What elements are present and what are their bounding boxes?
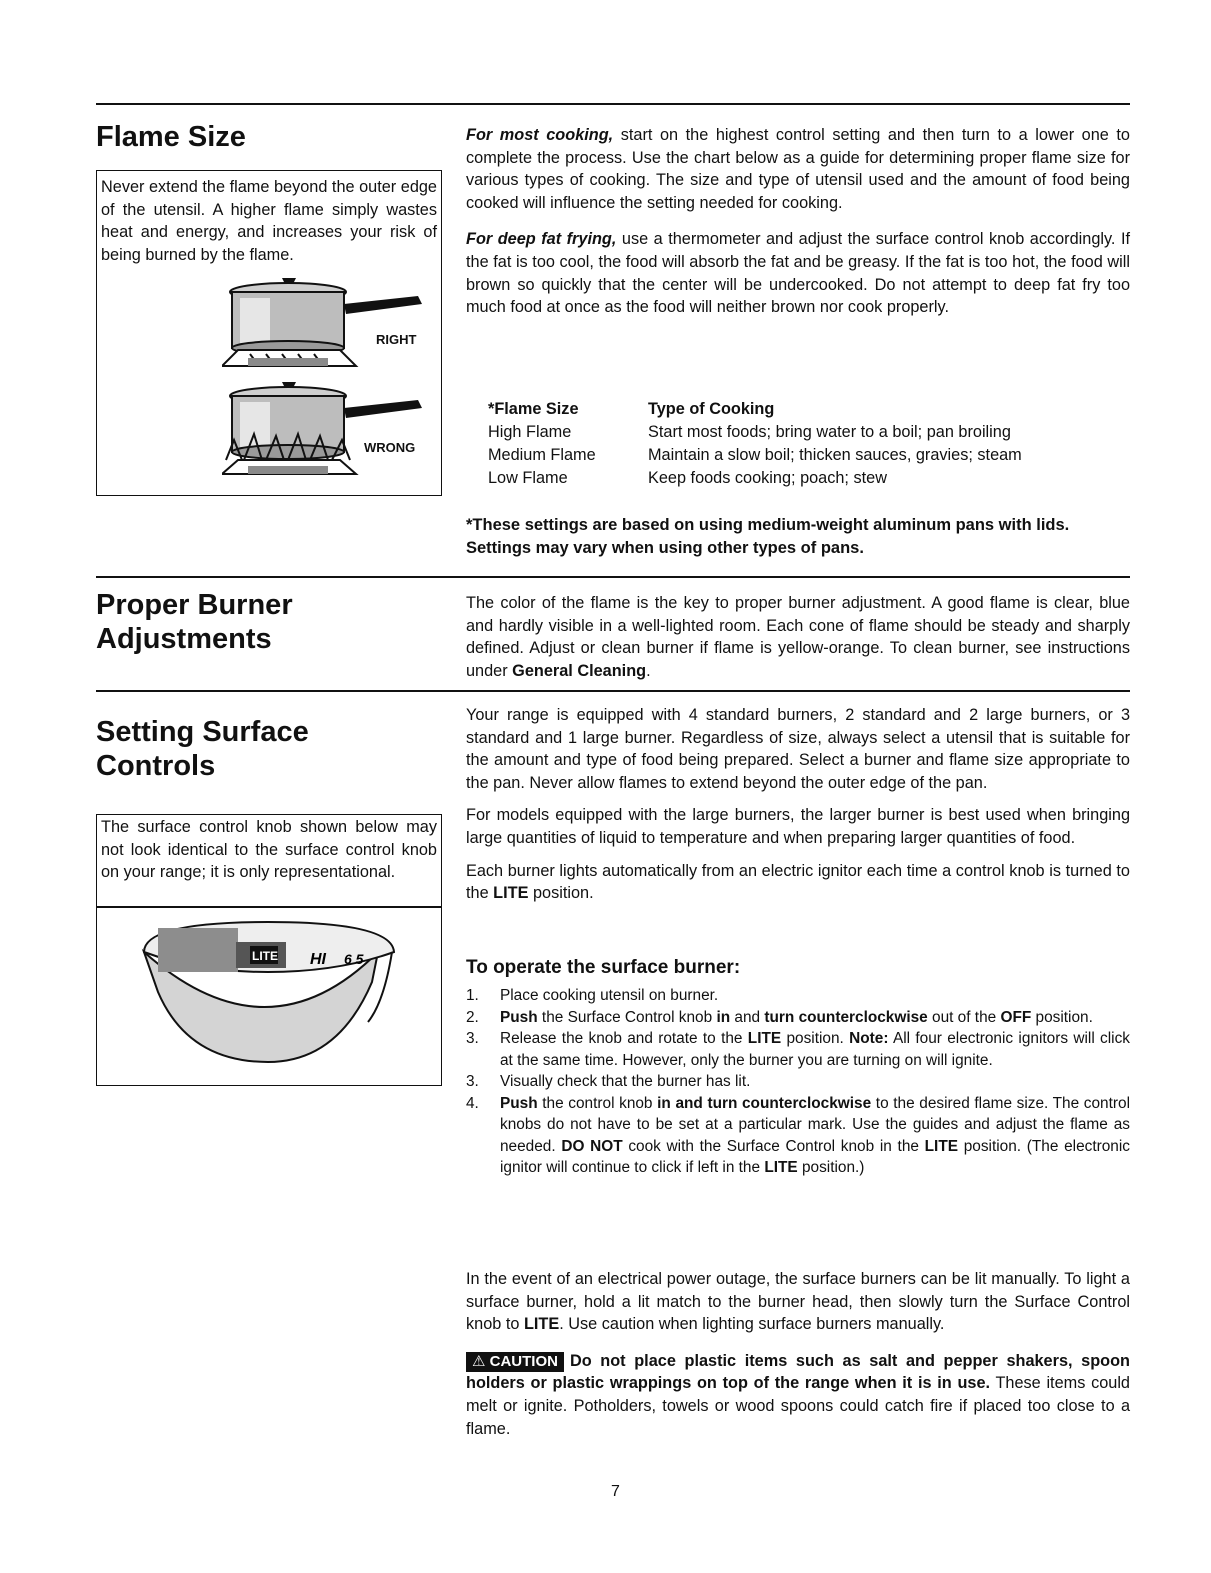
operate-steps-list: [466, 985, 1130, 1179]
knob-hi-label: HI: [310, 951, 326, 968]
step-text: Push the control knob in and turn counterclockwise to the desired flame size. The control knobs do not have to be set at a particular mark. Use the guides and adjust the flame as needed. DO NOT cook with the Surface Control knob in the LITE position. (The electronic ignitor will continue to click if left in the LITE position.): [500, 1094, 1130, 1176]
flame-size-chart: [488, 398, 1022, 490]
heading-line: Proper Burner: [96, 589, 293, 621]
chart-cooking-type: Maintain a slow boil; thicken sauces, gravies; steam: [648, 446, 1022, 464]
knob-illustration: [138, 912, 408, 1072]
burner-adjustment-paragraph: The color of the flame is the key to proper burner adjustment. A good flame is clear, blue and hardly visible in a well-lighted room. Each cone of flame should be steady and sharply defined. Adjust or clean burner if flame is yellow-orange. To clean burner, see instructions under General Cleaning.: [466, 594, 1130, 680]
rule-burner: [96, 576, 1130, 578]
heading-proper-burner: [96, 588, 293, 656]
chart-flame-size: High Flame: [488, 423, 572, 441]
step-item: [466, 985, 1130, 1007]
step-text: Push the Surface Control knob in and turn counterclockwise out of the OFF position.: [500, 1008, 1093, 1026]
surface-paragraph-2: For models equipped with the large burners, the larger burner is best used when bringing large quantities of liquid to temperature and when preparing larger quantities of food.: [466, 806, 1130, 847]
chart-flame-size: Low Flame: [488, 469, 568, 487]
right-pan-illustration: [222, 278, 422, 366]
chart-flame-size: Medium Flame: [488, 446, 596, 464]
step-number: 3.: [466, 1073, 479, 1090]
chart-row: [488, 467, 1022, 490]
step-number: 3.: [466, 1030, 479, 1047]
surface-knob-disclaimer: The surface control knob shown below may not look identical to the surface control knob on your range; it is only representational.: [101, 818, 437, 881]
chart-header-row: [488, 398, 1022, 421]
step-item: [466, 1007, 1130, 1029]
surface-paragraph-3: Each burner lights automatically from an electric ignitor each time a control knob is turned to the LITE position.: [466, 861, 1130, 903]
step-number: 2.: [466, 1008, 479, 1026]
most-cooking-paragraph: For most cooking, start on the highest control setting and then turn to a lower one to complete the process. Use the chart below as a guide for determining proper flame size for various types of cooking. The size and type of utensil used and the amount of food being cooked will influence the setting needed for cooking.: [466, 126, 1130, 212]
wrong-pan-illustration: [222, 382, 422, 474]
knob-lite-label: LITE: [252, 949, 278, 963]
heading-line: Setting Surface: [96, 716, 309, 748]
flame-size-warning-text: Never extend the flame beyond the outer edge of the utensil. A higher flame simply wastes heat and energy, and increases your risk of being burned by the flame.: [101, 178, 437, 264]
deep-fat-frying-paragraph: For deep fat frying, use a thermometer and adjust the surface control knob accordingly. If the fat is too cool, the food will absorb the fat and be greasy. If the fat is too hot, the food will brown so quickly that the center will be undercooked. Do not attempt to deep fat fry too much food at once as the food will neither brown nor cook properly.: [466, 230, 1131, 317]
chart-cooking-type: Start most foods; bring water to a boil; pan broiling: [648, 423, 1011, 441]
knob-marks: 6 5: [344, 951, 364, 967]
power-outage-paragraph: In the event of an electrical power outage, the surface burners can be lit manually. To light a surface burner, hold a lit match to the burner head, then slowly turn the Surface Control knob to LITE. Use caution when lighting surface burners manually.: [466, 1270, 1130, 1334]
chart-row: [488, 421, 1022, 444]
step-item: [466, 1028, 1130, 1071]
step-item: [466, 1071, 1130, 1093]
chart-header-flame-size: *Flame Size: [488, 400, 579, 418]
heading-flame-size: Flame Size: [96, 121, 246, 153]
warning-triangle-icon: ⚠: [472, 1352, 486, 1370]
label-wrong: WRONG: [364, 440, 416, 455]
heading-line: Controls: [96, 750, 216, 782]
surface-controls-body: [466, 704, 1130, 915]
caution-badge: ⚠ CAUTION: [466, 1352, 564, 1372]
heading-line: Adjustments: [96, 623, 272, 655]
page-number: 7: [611, 1483, 620, 1500]
step-text: Place cooking utensil on burner.: [500, 987, 719, 1004]
heading-setting-surface: [96, 715, 309, 783]
flame-illustration: [222, 270, 438, 482]
flame-size-body: [466, 124, 1130, 329]
surface-controls-lower: [466, 1268, 1130, 1450]
settings-note: *These settings are based on using medium-weight aluminum pans with lids. Settings may vary when using other types of pans.: [466, 516, 1070, 557]
step-text: Visually check that the burner has lit.: [500, 1073, 751, 1090]
rule-top: [96, 103, 1130, 105]
box-divider: [96, 906, 442, 908]
burner-adjustment-body: [466, 592, 1130, 692]
caution-paragraph: ⚠ CAUTION Do not place plastic items such as salt and pepper shakers, spoon holders or plastic wrappings on top of the range when it is in use. These items could melt or ignite. Potholders, towels or wood spoons could catch fire if placed too close to a flame.: [466, 1351, 1130, 1438]
surface-paragraph-1: Your range is equipped with 4 standard burners, 2 standard and 2 large burners, or 3 standard and 1 large burner. Regardless of size, always select a utensil that is suitable for the amount and type of food being prepared. Select a burner and flame size appropriate to the pan. Never allow flames to extend beyond the outer edge of the pan.: [466, 706, 1130, 792]
step-number: 1.: [466, 987, 479, 1004]
chart-header-type: Type of Cooking: [648, 400, 775, 418]
chart-row: [488, 444, 1022, 467]
step-item: [466, 1093, 1130, 1179]
operate-burner-subheading: To operate the surface burner:: [466, 957, 741, 978]
step-text: Release the knob and rotate to the LITE position. Note: All four electronic ignitors will click at the same time. However, only the burner you are turning on will ignite.: [500, 1030, 1130, 1069]
chart-cooking-type: Keep foods cooking; poach; stew: [648, 469, 887, 487]
step-number: 4.: [466, 1094, 479, 1112]
label-right: RIGHT: [376, 332, 417, 347]
